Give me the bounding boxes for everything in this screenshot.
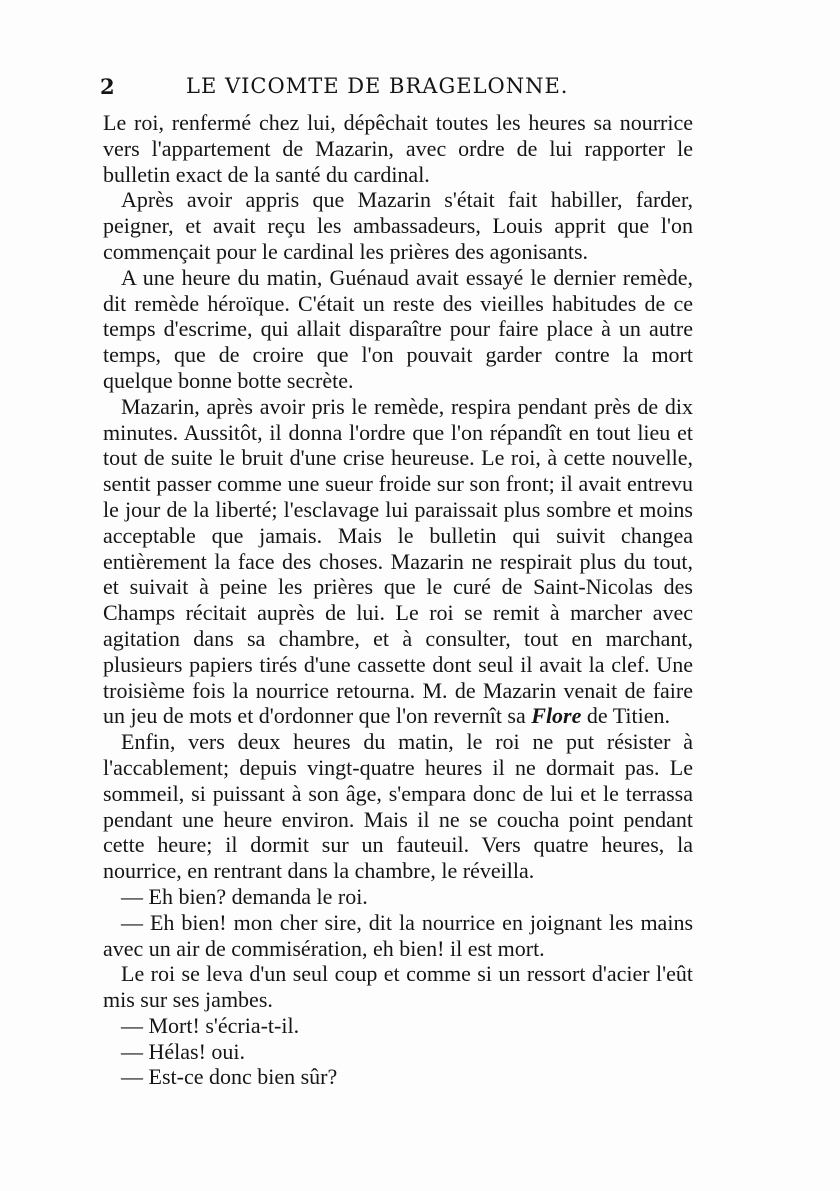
paragraph-text: Mazarin, après avoir pris le remède, respira pendant près de dix minutes. Aussitôt, il donna l'ordre que l'on répandît en tout lieu et tout de suite le bruit d'une crise heureuse. Le roi, à cette nouvelle, sentit passer comme une sueur froide sur son front; il avait entrevu le jour de la liberté; l'esclavage lui paraissait plus sombre et moins acceptable que jamais. Mais le bulletin qui suivit changea entièrement la face des choses. Mazarin ne respirait plus du tout, et suivait à peine les prières que le curé de Saint-Nicolas des Champs récitait auprès de lui. Le roi se remit à marcher avec agitation dans sa chambre, et à consulter, tout en marchant, plusieurs papiers tirés d'une cassette dont seul il avait la clef. Une troisième fois la nourrice retourna. M. de Mazarin venait de faire un jeu de mots et d'ordonner que l'on revernît sa xyxy=(103,393,693,729)
dialogue-line: — Mort! s'écria-t-il. xyxy=(121,1012,300,1038)
running-title: LE VICOMTE DE BRAGELONNE. xyxy=(186,74,569,98)
paragraph: Après avoir appris que Mazarin s'était fait habiller, farder, peigner, et avait reçu les ambassadeurs, Louis apprit que l'on commençait pour le cardinal les prières des agonisants. xyxy=(103,187,693,264)
paragraph-text: de Titien. xyxy=(581,703,671,729)
dialogue-line: — Eh bien! mon cher sire, dit la nourrice en joignant les mains avec un air de commisération, eh bien! il est mort. xyxy=(103,909,693,961)
paragraph: A une heure du matin, Guénaud avait essayé le dernier remède, dit remède héroïque. C'était un reste des vieilles habitudes de ce temps d'escrime, qui allait disparaître pour faire place à un autre temps, que de croire que l'on pouvait garder contre la mort quelque bonne botte secrète. xyxy=(103,264,693,393)
page-header xyxy=(100,74,700,102)
page-number: 2 xyxy=(100,74,115,99)
paragraph xyxy=(103,394,693,729)
dialogue-line: — Eh bien? demanda le roi. xyxy=(121,883,368,909)
dialogue-line: — Est-ce donc bien sûr? xyxy=(121,1064,338,1090)
body-text xyxy=(103,110,693,1090)
paragraph: Le roi, renfermé chez lui, dépêchait toutes les heures sa nourrice vers l'appartement de Mazarin, avec ordre de lui rapporter le bulletin exact de la santé du cardinal. xyxy=(103,110,693,187)
dialogue-line: — Hélas! oui. xyxy=(121,1038,246,1064)
paragraph: Enfin, vers deux heures du matin, le roi ne put résister à l'accablement; depuis vingt-quatre heures il ne dormait pas. Le sommeil, si puissant à son âge, s'empara donc de lui et le terrassa pendant une heure environ. Mais il ne se coucha point pendant cette heure; il dormit sur un fauteuil. Vers quatre heures, la nourrice, en rentrant dans la chambre, le réveilla. xyxy=(103,729,693,884)
painting-title: Flore xyxy=(531,703,582,729)
paragraph: Le roi se leva d'un seul coup et comme si un ressort d'acier l'eût mis sur ses jambes. xyxy=(103,961,693,1013)
